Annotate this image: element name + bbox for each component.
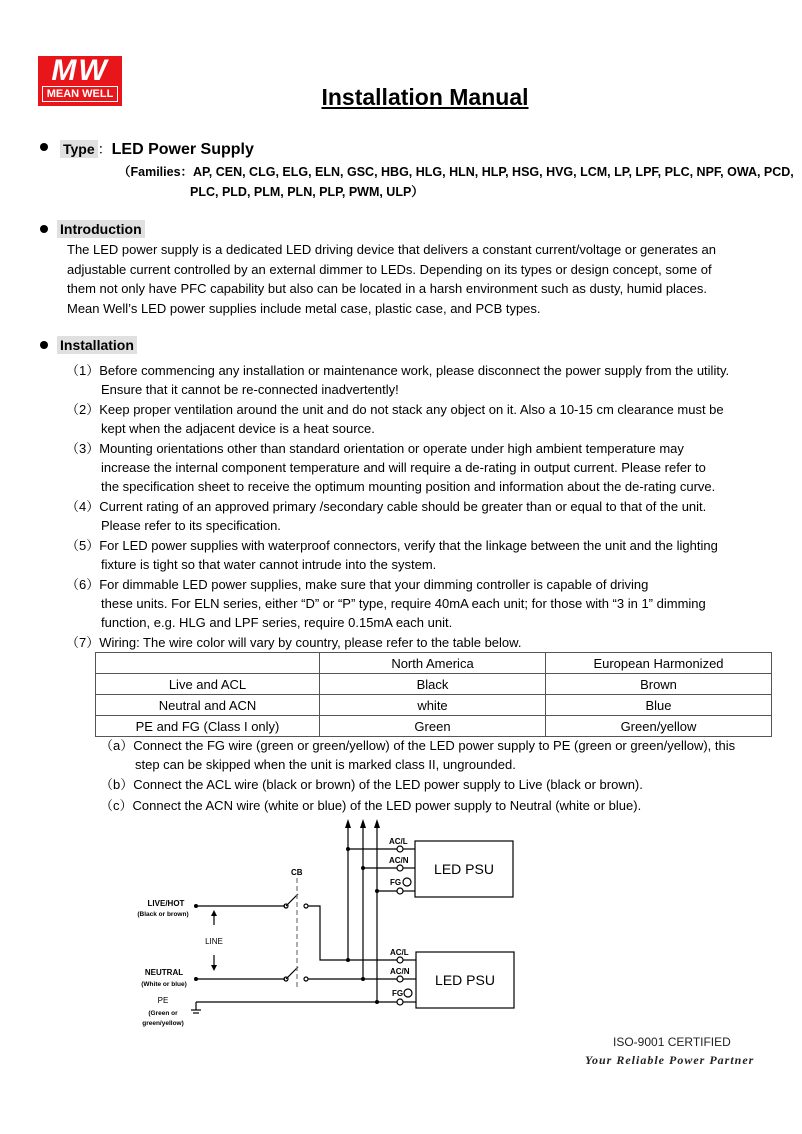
item-line: Current rating of an approved primary /secondary cable should be greater than or equal to that of the unit. xyxy=(99,499,707,514)
psu-label: LED PSU xyxy=(435,972,495,988)
mean-well-logo: MW MEAN WELL xyxy=(38,56,122,106)
families-line2: PLC, PLD, PLM, PLN, PLP, PWM, ULP） xyxy=(190,185,424,199)
live-sub: (Black or brown) xyxy=(137,911,189,918)
item-line: the specification sheet to receive the optimum mounting position and information about the de-rating curve. xyxy=(101,479,716,494)
table-cell: Green xyxy=(320,716,546,737)
step-line: Connect the FG wire (green or green/yellow) of the LED power supply to PE (green or green/yellow), this xyxy=(133,738,736,753)
item-number: （3） xyxy=(66,441,100,456)
line-label: LINE xyxy=(205,937,223,946)
step-letter: （a） xyxy=(100,738,134,753)
intro-line: adjustable current controlled by an external dimmer to LEDs. Depending on its types or design concept, some of xyxy=(67,261,712,277)
type-label: Type xyxy=(60,140,98,158)
live-label: LIVE/HOT xyxy=(147,899,185,908)
cb-label: CB xyxy=(291,868,303,877)
item-line: Ensure that it cannot be re-connected inadvertently! xyxy=(101,382,399,397)
fg-label: FG xyxy=(390,878,402,887)
intro-line: Mean Well’s LED power supplies include metal case, plastic case, and PCB types. xyxy=(67,300,541,316)
acl-label: AC/L xyxy=(389,837,408,846)
item-line: Wiring: The wire color will vary by country, please refer to the table below. xyxy=(99,635,522,650)
item-line: For dimmable LED power supplies, make sure that your dimming controller is capable of driving xyxy=(99,577,649,592)
item-line: Keep proper ventilation around the unit and do not stack any object on it. Also a 10-15 cm clearance must be xyxy=(99,402,724,417)
slogan: Your Reliable Power Partner xyxy=(585,1053,755,1067)
item-number: （7） xyxy=(66,635,100,650)
iso-certified: ISO-9001 CERTIFIED xyxy=(613,1035,731,1049)
intro-heading: Introduction xyxy=(57,220,145,238)
intro-line: The LED power supply is a dedicated LED driving device that delivers a constant current/voltage or generates an xyxy=(67,242,716,257)
item-line: kept when the adjacent device is a heat source. xyxy=(101,421,375,436)
pe-label: PE xyxy=(157,996,169,1005)
fg-label: FG xyxy=(392,989,404,998)
item-line: For LED power supplies with waterproof connectors, verify that the linkage between the unit and the lighting xyxy=(99,538,718,553)
neutral-label: NEUTRAL xyxy=(144,968,184,977)
acl-label: AC/L xyxy=(390,948,409,957)
step-line: Connect the ACL wire (black or brown) of the LED power supply to Live (black or brown). xyxy=(133,777,643,792)
item-line: Before commencing any installation or maintenance work, please disconnect the power supply from the utility. xyxy=(99,363,730,378)
table-cell: Blue xyxy=(546,695,772,716)
item-number: （6） xyxy=(66,577,100,592)
table-cell: PE and FG (Class I only) xyxy=(96,716,320,737)
step-letter: （b） xyxy=(100,777,134,792)
table-header-cell: North America xyxy=(320,653,546,674)
table-cell: Neutral and ACN xyxy=(96,695,320,716)
step-line: Connect the ACN wire (white or blue) of the LED power supply to Neutral (white or blue). xyxy=(132,798,642,813)
page-title: Installation Manual xyxy=(321,84,529,110)
table-cell: Black xyxy=(320,674,546,695)
pe-sub1: (Green or xyxy=(148,1010,178,1017)
installation-heading: Installation xyxy=(57,336,137,354)
pe-sub2: green/yellow) xyxy=(142,1020,184,1027)
families-line1: （Families：AP, CEN, CLG, ELG, ELN, GSC, HBG, HLG, HLN, HLP, HSG, HVG, LCM, LP, LPF, PLC, NPF, OWA, PCD, xyxy=(118,165,794,179)
acn-label: AC/N xyxy=(389,856,409,865)
item-line: Mounting orientations other than standard orientation or operate under high ambient temperature may xyxy=(99,441,684,456)
item-number: （1） xyxy=(66,363,100,378)
acn-label: AC/N xyxy=(390,967,410,976)
neutral-sub: (White or blue) xyxy=(141,981,187,988)
step-line: step can be skipped when the unit is marked class II, ungrounded. xyxy=(135,757,516,772)
psu-label: LED PSU xyxy=(434,861,494,877)
item-number: （2） xyxy=(66,402,100,417)
step-letter: （c） xyxy=(100,798,133,813)
item-number: （5） xyxy=(66,538,100,553)
item-line: Please refer to its specification. xyxy=(101,518,281,533)
table-cell: Green/yellow xyxy=(546,716,772,737)
intro-line: them not only have PFC capability but also can be located in a harsh environment such as dusty, humid places. xyxy=(67,281,708,296)
table-header-cell: European Harmonized xyxy=(546,653,772,674)
item-line: fixture is tight so that water cannot intrude into the system. xyxy=(101,557,437,572)
item-line: function, e.g. HLG and LPF series, require 0.15mA each unit. xyxy=(101,615,453,630)
table-cell: Live and ACL xyxy=(96,674,320,695)
item-line: increase the internal component temperature and will require a de-rating in output current. Please refer to xyxy=(101,460,706,475)
item-line: these units. For ELN series, either “D” or “P” type, require 40mA each unit; for those with “3 in 1” dimming xyxy=(101,596,706,611)
table-cell: Brown xyxy=(546,674,772,695)
type-sep: ： xyxy=(97,141,112,157)
table-cell: white xyxy=(320,695,546,716)
item-number: （4） xyxy=(66,499,100,514)
type-value: LED Power Supply xyxy=(111,141,254,158)
